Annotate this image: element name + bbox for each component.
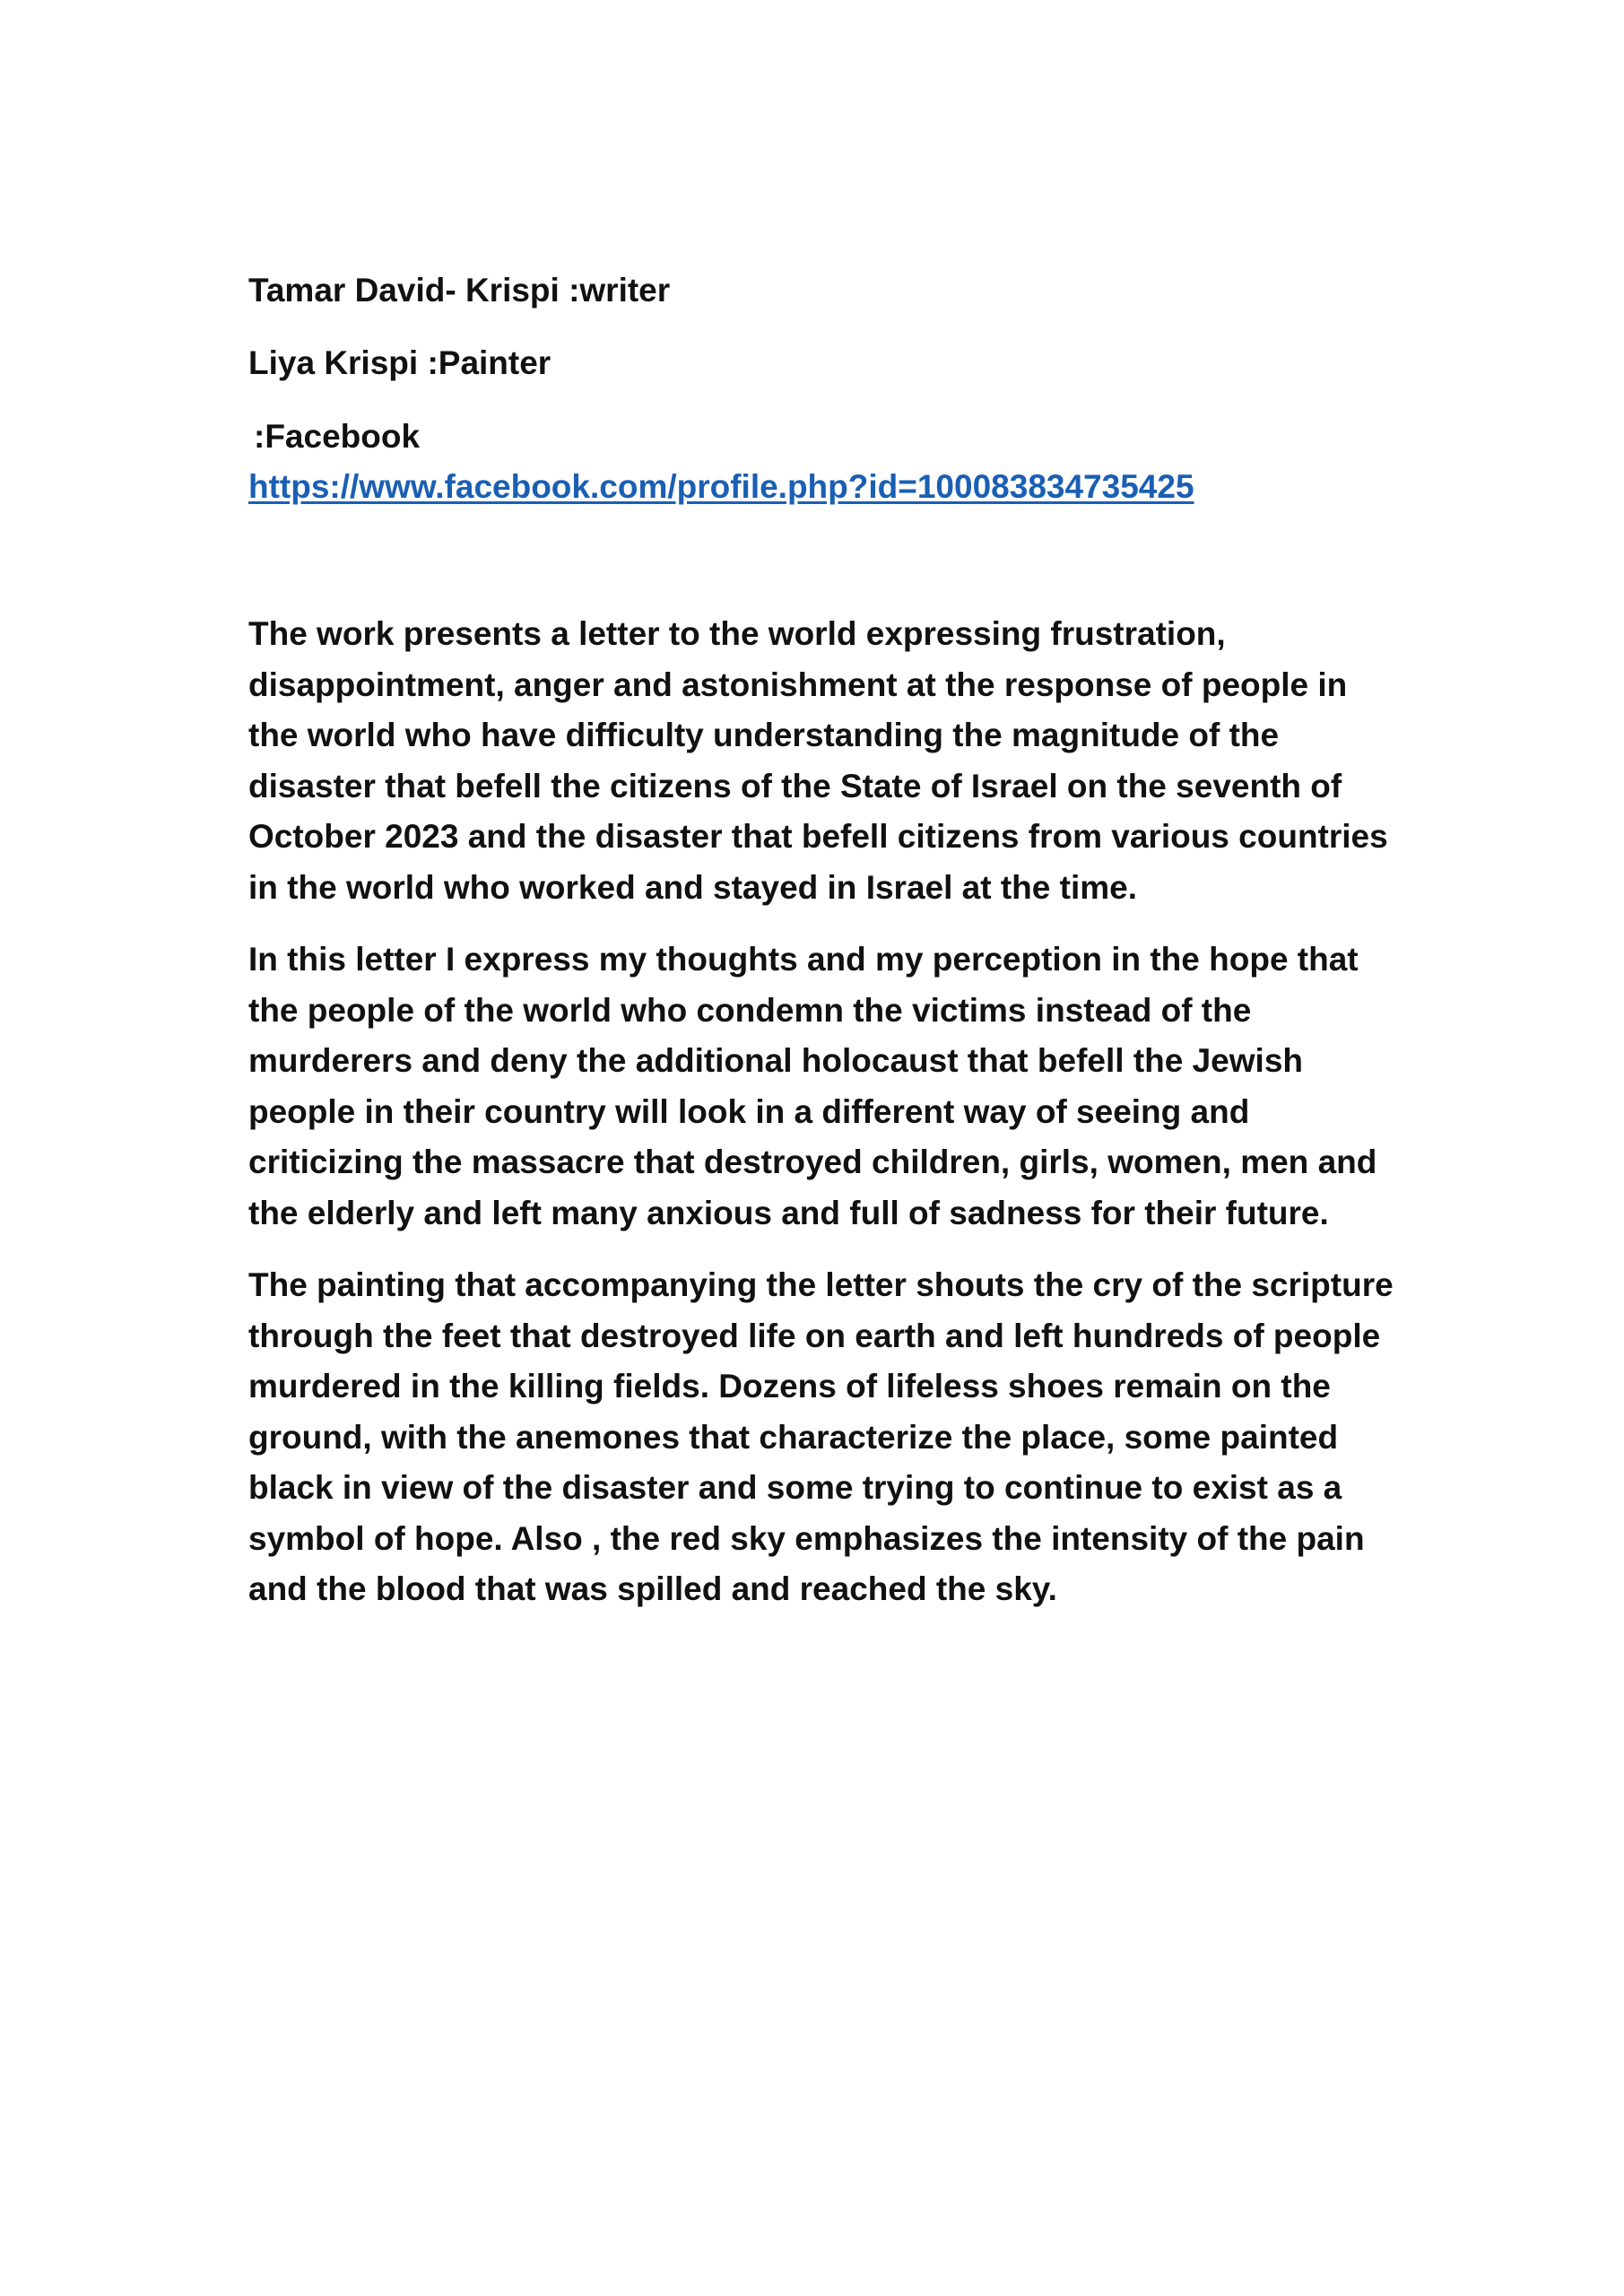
facebook-block	[248, 412, 1414, 512]
paragraph-letter-perception: In this letter I express my thoughts and my perception in the hope that the people of the world who condemn the victims instead of the murderers and deny the additional holocaust that befell the Jewish people in their country will look in a different way of seeing and criticizing the massacre that destroyed children, girls, women, men and the elderly and left many anxious and full of sadness for their future.	[248, 941, 1377, 1231]
paragraph-painting-description: The painting that accompanying the letter shouts the cry of the scripture through the feet that destroyed life on earth and left hundreds of people murdered in the killing fields. Dozens of lifeless shoes remain on the ground, with the anemones that characterize the place, some painted black in view of the disaster and some trying to continue to exist as a symbol of hope. Also , the red sky emphasizes the intensity of the pain and the blood that was spilled and reached the sky.	[248, 1266, 1394, 1607]
writer-credit: Tamar David- Krispi :writer	[248, 272, 671, 309]
facebook-label: :Facebook	[254, 418, 421, 455]
document-content	[248, 267, 1414, 1637]
facebook-profile-link[interactable]: https://www.facebook.com/profile.php?id=100083834735425	[248, 468, 1194, 505]
paragraph-letter-intro: The work presents a letter to the world expressing frustration, disappointment, anger and astonishment at the response of people in the world who have difficulty understanding the magnitude of the disaster that befell the citizens of the State of Israel on the seventh of October 2023 and the disaster that befell citizens from various countries in the world who worked and stayed in Israel at the time.	[248, 615, 1388, 906]
body-text	[248, 609, 1414, 1615]
painter-credit: Liya Krispi :Painter	[248, 344, 551, 381]
